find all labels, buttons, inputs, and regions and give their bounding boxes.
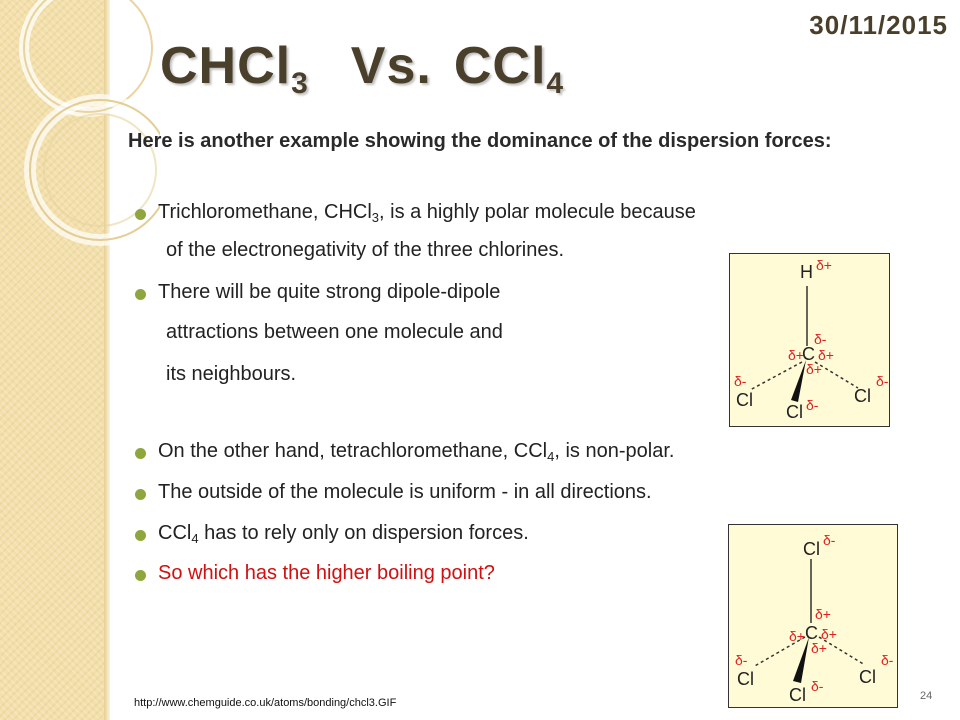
- slide-body: [128, 126, 954, 167]
- intro-text: Here is another example showing the dominance of the dispersion forces:: [128, 130, 832, 152]
- ccl4-cl-top-charge: δ-: [823, 532, 836, 548]
- bullet-dispersion: [158, 522, 529, 546]
- ccl4-c-charge-3: δ+: [821, 626, 837, 642]
- chcl3-atom-cl3: Cl: [786, 402, 803, 422]
- ccl4-c-charge-4: δ+: [811, 640, 827, 656]
- bullet-dipole: There will be quite strong dipole-dipole: [158, 281, 501, 303]
- ccl4-c-charge-2: δ+: [789, 628, 805, 644]
- b1-text-post: , is a highly polar molecule because: [379, 201, 696, 223]
- chcl3-cl3-charge: δ-: [806, 397, 819, 413]
- ccl4-c-charge-1: δ+: [815, 606, 831, 622]
- chcl3-c-charge-1: δ-: [814, 331, 827, 347]
- ccl4-cl2-charge: δ-: [881, 652, 894, 668]
- ccl4-atom-cl3: Cl: [789, 685, 806, 705]
- title-ccl4-subscript: 4: [546, 67, 565, 100]
- page-number: 24: [920, 690, 933, 702]
- bullet-dipole-cont2: its neighbours.: [166, 363, 297, 385]
- b5-sub: 4: [191, 531, 199, 546]
- chcl3-cl2-charge: δ-: [876, 373, 889, 389]
- b5-text: CCl: [158, 522, 192, 544]
- title-chcl3: CHCl: [160, 37, 292, 95]
- source-link[interactable]: http://www.chemguide.co.uk/atoms/bonding/chcl3.GIF: [134, 697, 397, 709]
- chcl3-atom-c: C: [802, 344, 815, 364]
- b1-sub: 3: [371, 210, 380, 225]
- b3-text: On the other hand, tetrachloromethane, CCl: [158, 440, 548, 462]
- chcl3-c-charge-4: δ+: [806, 361, 822, 377]
- ccl4-atom-cl2: Cl: [859, 667, 876, 687]
- title-ccl4: CCl: [453, 37, 547, 95]
- b1-text: Trichloromethane, CHCl: [158, 201, 372, 223]
- b3-sub: 4: [547, 449, 555, 464]
- bullet-trichloromethane-cont: of the electronegativity of the three chlorines.: [166, 239, 565, 261]
- chcl3-c-charge-2: δ+: [818, 347, 834, 363]
- chcl3-atom-cl1: Cl: [736, 390, 753, 410]
- slide-date: 30/11/2015: [809, 10, 948, 40]
- chcl3-atom-cl2: Cl: [854, 386, 871, 406]
- bullet-tetrachloromethane: [158, 440, 674, 464]
- ccl4-atom-c: C: [805, 623, 818, 643]
- chcl3-cl1-charge: δ-: [734, 373, 747, 389]
- bullet-trichloromethane: [158, 201, 696, 225]
- b3-text-post: , is non-polar.: [554, 440, 675, 462]
- ccl4-atom-cl-top: Cl: [803, 539, 820, 559]
- slide-title: [160, 36, 564, 101]
- chcl3-atom-h: H: [800, 262, 813, 282]
- b5-text-post: has to rely only on dispersion forces.: [198, 522, 529, 544]
- bullet-dipole-cont1: attractions between one molecule and: [166, 321, 503, 343]
- ccl4-cl3-charge: δ-: [811, 678, 824, 694]
- ccl4-atom-cl1: Cl: [737, 669, 754, 689]
- ccl4-cl1-charge: δ-: [735, 652, 748, 668]
- chcl3-diagram: [729, 253, 890, 427]
- ccl4-diagram: [728, 524, 898, 708]
- chcl3-c-charge-3: δ+: [788, 347, 804, 363]
- title-chcl3-subscript: 3: [291, 67, 309, 100]
- bullet-question: So which has the higher boiling point?: [158, 562, 495, 584]
- chcl3-h-charge: δ+: [816, 257, 832, 273]
- bullet-uniform: The outside of the molecule is uniform - in all directions.: [158, 481, 652, 503]
- title-vs: Vs.: [350, 37, 432, 95]
